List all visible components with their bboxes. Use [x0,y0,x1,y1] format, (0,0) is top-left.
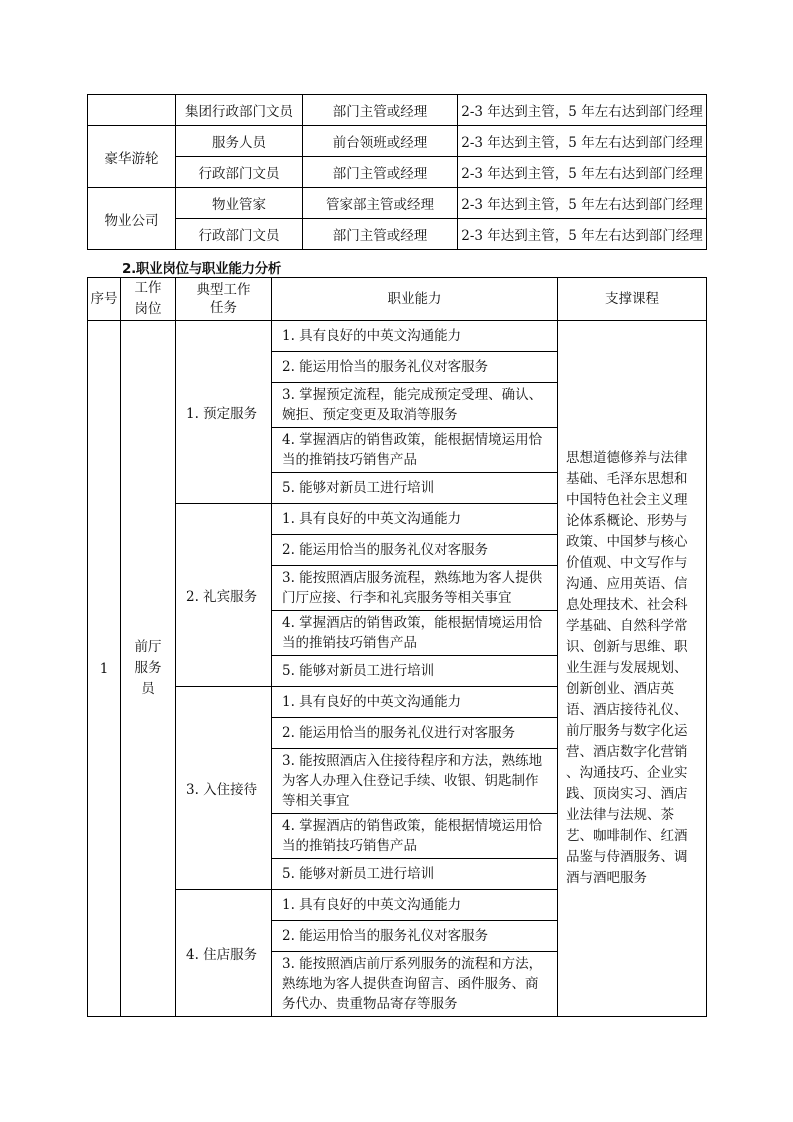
ability-cell: 1. 具有良好的中英文沟通能力 [272,321,558,352]
path-cell: 2-3 年达到主管，5 年左右达到部门经理 [458,188,707,219]
ability-cell: 4. 掌握酒店的销售政策，能根据情境运用恰当的推销技巧销售产品 [272,428,558,473]
path-cell: 2-3 年达到主管，5 年左右达到部门经理 [458,157,707,188]
path-cell: 2-3 年达到主管，5 年左右达到部门经理 [458,126,707,157]
ability-cell: 1. 具有良好的中英文沟通能力 [272,890,558,921]
table-row [88,219,707,250]
table-row [88,95,707,126]
org-cell: 物业公司 [88,188,176,250]
ability-cell: 2. 能运用恰当的服务礼仪进行对客服务 [272,718,558,749]
position-cell: 物业管家 [176,188,303,219]
org-cell [88,95,176,126]
org-cell: 豪华游轮 [88,126,176,188]
table-header-row [88,278,707,321]
table-row [88,157,707,188]
task-cell: 4. 住店服务 [176,890,272,1017]
ability-cell: 5. 能够对新员工进行培训 [272,473,558,504]
task-cell: 2. 礼宾服务 [176,504,272,687]
table-row [88,321,707,352]
ability-cell: 3. 能按照酒店服务流程，熟练地为客人提供门厅应接、行李和礼宾服务等相关事宜 [272,566,558,611]
ability-cell: 1. 具有良好的中英文沟通能力 [272,687,558,718]
position-cell: 前厅服务员 [121,321,176,1017]
section-title: 2.职业岗位与职业能力分析 [122,261,282,277]
target-cell: 部门主管或经理 [303,157,458,188]
course-cell: 思想道德修养与法律基础、毛泽东思想和中国特色社会主义理论体系概论、形势与政策、中国梦与核心价值观、中文写作与沟通、应用英语、信息处理技术、社会科学基础、自然科学常识、创新与思维、职业生涯与发展规划、创新创业、酒店英语、酒店接待礼仪、前厅服务与数字化运营、酒店数字化营销 、沟通技巧、企业实践、顶岗实习、酒店业法律与法规、茶艺、咖啡制作、红酒品鉴与侍酒服务、调酒与酒吧服务 [558,321,707,1017]
ability-cell: 3. 能按照酒店入住接待程序和方法，熟练地为客人办理入住登记手续、收银、钥匙制作等相关事宜 [272,749,558,814]
ability-cell: 2. 能运用恰当的服务礼仪对客服务 [272,352,558,383]
ability-cell: 3. 能按照酒店前厅系列服务的流程和方法，熟练地为客人提供查询留言、函件服务、商务代办、贵重物品寄存等服务 [272,952,558,1017]
target-cell: 部门主管或经理 [303,95,458,126]
target-cell: 前台领班或经理 [303,126,458,157]
ability-cell: 4. 掌握酒店的销售政策，能根据情境运用恰当的推销技巧销售产品 [272,814,558,859]
ability-cell: 5. 能够对新员工进行培训 [272,859,558,890]
ability-cell: 1. 具有良好的中英文沟通能力 [272,504,558,535]
target-cell: 管家部主管或经理 [303,188,458,219]
position-cell: 集团行政部门文员 [176,95,303,126]
task-cell: 3. 入住接待 [176,687,272,890]
table-row [88,126,707,157]
ability-analysis-table [87,277,707,1017]
ability-cell: 5. 能够对新员工进行培训 [272,656,558,687]
task-cell: 1. 预定服务 [176,321,272,504]
ability-cell: 2. 能运用恰当的服务礼仪对客服务 [272,535,558,566]
target-cell: 部门主管或经理 [303,219,458,250]
seq-cell: 1 [88,321,121,1017]
position-cell: 行政部门文员 [176,157,303,188]
header-seq: 序号 [88,278,121,321]
header-course: 支撑课程 [558,278,707,321]
header-ability: 职业能力 [272,278,558,321]
position-cell: 服务人员 [176,126,303,157]
ability-cell: 4. 掌握酒店的销售政策，能根据情境运用恰当的推销技巧销售产品 [272,611,558,656]
career-path-table [87,94,707,250]
path-cell: 2-3 年达到主管，5 年左右达到部门经理 [458,95,707,126]
ability-cell: 2. 能运用恰当的服务礼仪对客服务 [272,921,558,952]
ability-cell: 3. 掌握预定流程，能完成预定受理、确认、婉拒、预定变更及取消等服务 [272,383,558,428]
path-cell: 2-3 年达到主管，5 年左右达到部门经理 [458,219,707,250]
position-cell: 行政部门文员 [176,219,303,250]
header-position: 工作岗位 [121,278,176,321]
table-row [88,188,707,219]
header-task: 典型工作任务 [176,278,272,321]
